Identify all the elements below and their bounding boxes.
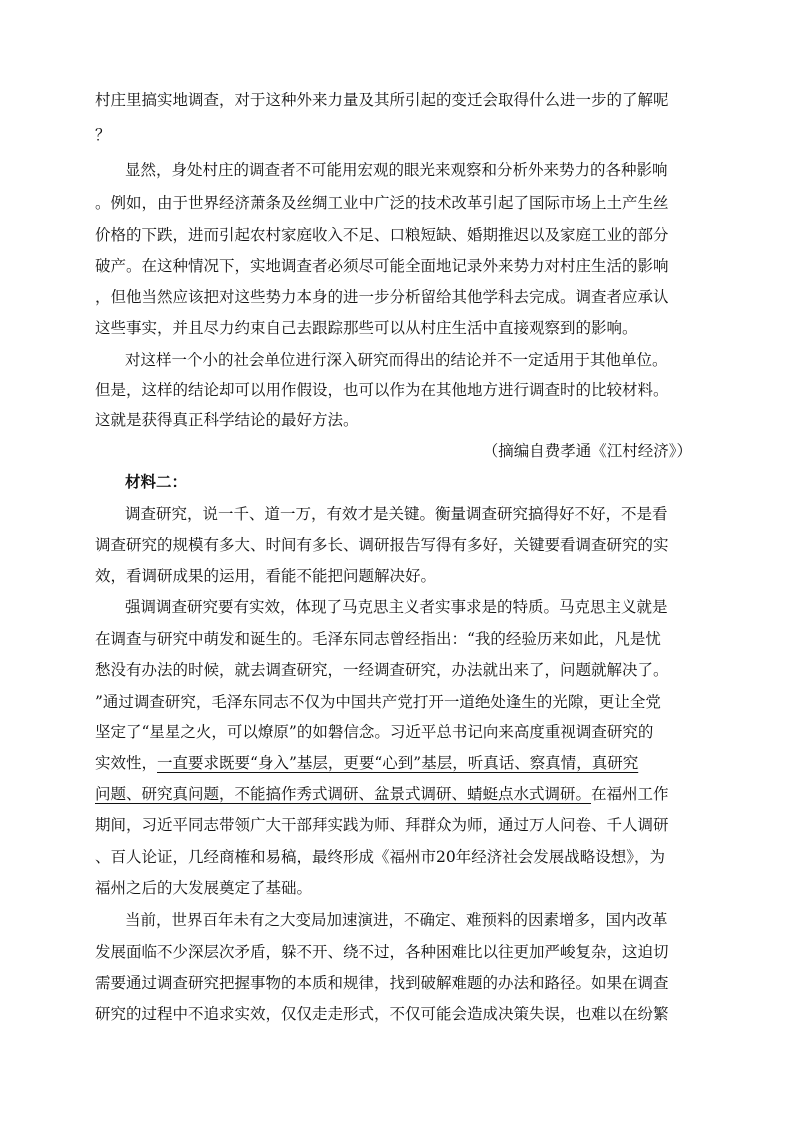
paragraph-5-line-9: 、百人论证，几经商榷和易稿，最终形成《福州市20年经济社会发展战略设想》，为 (95, 848, 665, 866)
paragraph-4-line-1: 调查研究，说一千、道一万，有效才是关键。衡量调查研究搞得好不好，不是看 (125, 505, 668, 523)
paragraph-5-line-2: 在调查与研究中萌发和诞生的。毛泽东同志曾经指出：“我的经验历来如此，凡是忧 (95, 630, 661, 648)
paragraph-5-line-1: 强调调查研究要有实效，体现了马克思主义者实事求是的特质。马克思主义就是 (125, 598, 668, 616)
paragraph-5-line-10: 福州之后的大发展奠定了基础。 (95, 879, 313, 897)
paragraph-5-line-7-plain: 在福州工作 (591, 785, 669, 803)
material-two-heading: 材料二： (125, 472, 188, 491)
paragraph-2-line-2: 。例如，由于世界经济萧条及丝绸工业中广泛的技术改革引起了国际市场上土产生丝 (95, 194, 669, 212)
paragraph-6-line-4: 研究的过程中不追求实效，仅仅走走形式，不仅可能会造成决策失误，也难以在纷繁 (95, 1005, 669, 1023)
paragraph-6-line-3: 需要通过调查研究把握事物的本质和规律，找到破解难题的办法和路径。如果在调查 (95, 974, 669, 992)
paragraph-2-line-5: ，但他当然应该把对这些势力本身的进一步分析留给其他学科去完成。调查者应承认 (95, 288, 669, 306)
source-citation: （摘编自费孝通《江村经济》） (482, 442, 692, 460)
paragraph-5-line-7 (95, 784, 669, 804)
paragraph-5-line-4: ”通过调查研究，毛泽东同志不仅为中国共产党打开一道绝处逢生的光隙，更让全党 (95, 693, 661, 711)
paragraph-2-line-3: 价格的下跌，进而引起农村家庭收入不足、口粮短缺、婚期推迟以及家庭工业的部分 (95, 226, 669, 244)
paragraph-2-line-6: 这些事实，并且尽力约束自己去跟踪那些可以从村庄生活中直接观察到的影响。 (95, 319, 638, 337)
paragraph-4-line-2: 调查研究的规模有多大、时间有多长、调研报告写得有多好，关键要看调查研究的实 (95, 536, 669, 554)
paragraph-3-line-1: 对这样一个小的社会单位进行深入研究而得出的结论并不一定适用于其他单位。 (125, 351, 668, 369)
paragraph-3-line-3: 这就是获得真正科学结论的最好方法。 (95, 411, 359, 429)
paragraph-5-line-8: 期间，习近平同志带领广大干部拜实践为师、拜群众为师，通过万人问卷、千人调研 (95, 816, 669, 834)
paragraph-6-line-2: 发展面临不少深层次矛盾，躲不开、绕不过，各种困难比以往更加严峻复杂，这迫切 (95, 943, 669, 961)
paragraph-5-line-6-plain: 实效性， (95, 754, 158, 772)
paragraph-6-line-1: 当前，世界百年未有之大变局加速演进，不确定、难预料的因素增多，国内改革 (125, 911, 668, 929)
paragraph-1-line-2: ？ (95, 126, 111, 144)
paragraph-1-line-1: 村庄里搞实地调查，对于这种外来力量及其所引起的变迁会取得什么进一步的了解呢 (95, 91, 669, 109)
underlined-quote-part-1: 一直要求既要“身入”基层，更要“心到”基层，听真话、察真情，真研究 (157, 754, 639, 772)
paragraph-4-line-3: 效，看调研成果的运用，看能不能把问题解决好。 (95, 567, 437, 585)
paragraph-5-line-5: 坚定了“星星之火，可以燎原”的如磐信念。习近平总书记向来高度重视调查研究的 (95, 723, 654, 741)
paragraph-2-line-4: 破产。在这种情况下，实地调查者必须尽可能全面地记录外来势力对村庄生活的影响 (95, 257, 669, 275)
paragraph-5-line-6 (95, 753, 638, 773)
paragraph-5-line-3: 愁没有办法的时候，就去调查研究，一经调查研究，办法就出来了，问题就解决了。 (95, 661, 669, 679)
underlined-quote-part-2: 问题、研究真问题，不能搞作秀式调研、盆景式调研、蜻蜓点水式调研。 (95, 785, 592, 803)
paragraph-2-line-1: 显然，身处村庄的调查者不可能用宏观的眼光来观察和分析外来势力的各种影响 (125, 161, 668, 179)
paragraph-3-line-2: 但是，这样的结论却可以用作假设，也可以作为在其他地方进行调查时的比较材料。 (95, 381, 669, 399)
